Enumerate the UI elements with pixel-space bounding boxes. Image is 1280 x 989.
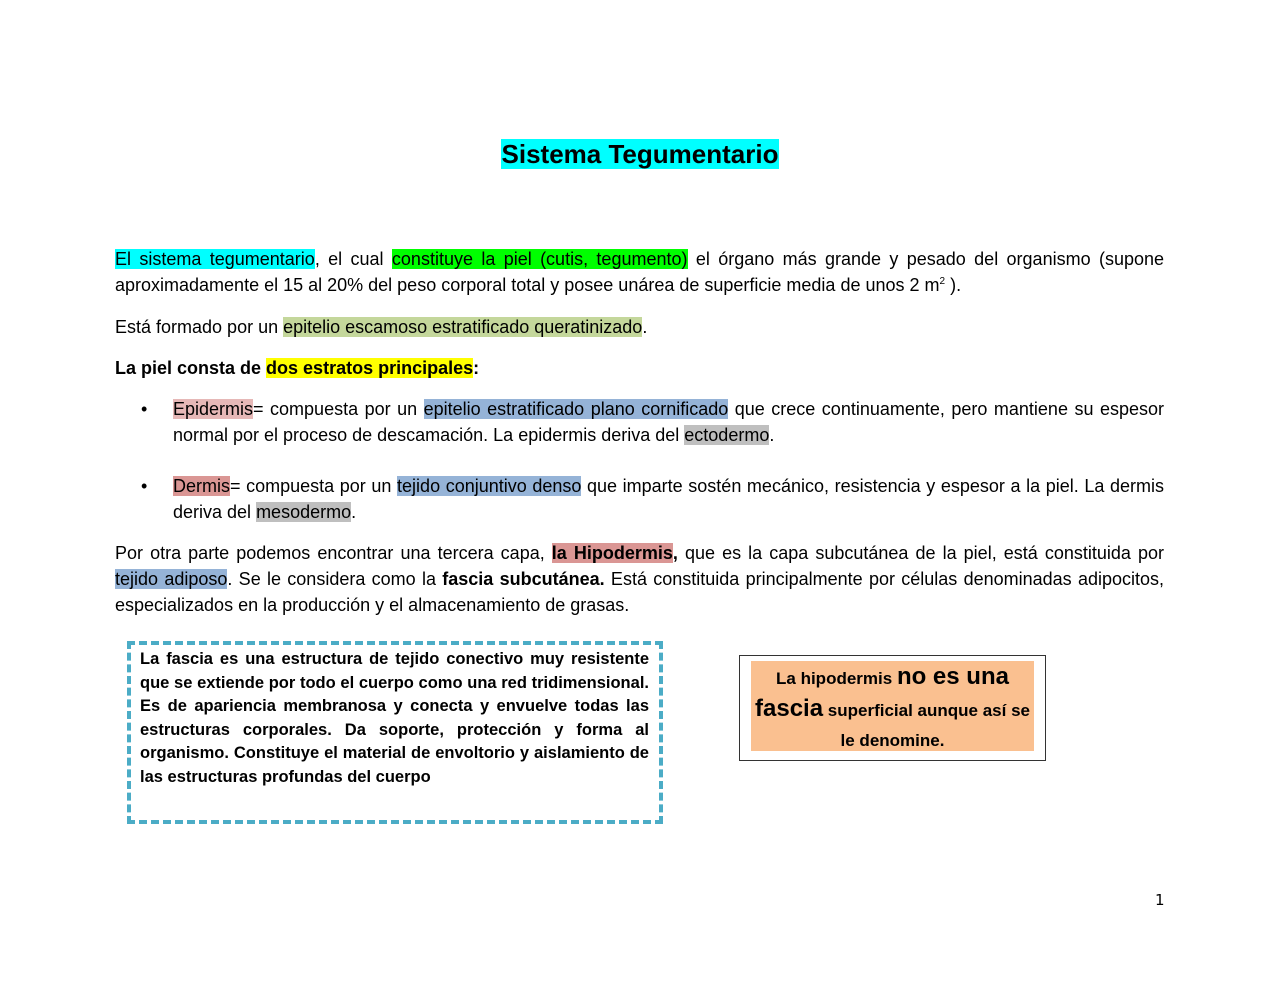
fascia-subcutanea-bold: fascia subcutánea. <box>442 569 605 589</box>
intro-text-2: el órgano más grande y pesado del organismo (supone aproximadamente el 15 al 20% del peso corporal total y posee unárea de superficie media de unos 2 m <box>115 249 1164 295</box>
bullet-dermis <box>173 473 1164 525</box>
highlight-dermis: Dermis <box>173 476 230 496</box>
intro-paragraph <box>115 246 1164 298</box>
formado-text-2: . <box>642 317 648 337</box>
epidermis-text-1: = compuesta por un <box>253 399 424 419</box>
formado-paragraph <box>115 314 1164 340</box>
highlight-epitelio-plano: epitelio estratificado plano cornificado <box>423 399 729 419</box>
page-number: 1 <box>1155 891 1165 909</box>
hipodermis-text-3: . Se le considera como la <box>227 569 443 589</box>
superscript-2: 2 <box>939 276 946 287</box>
dermis-text-2: que imparte sostén mecánico, resistencia y espesor a la piel. La dermis deriva del <box>173 476 1164 522</box>
page-title <box>0 137 1280 171</box>
dermis-text-1: = compuesta por un <box>230 476 398 496</box>
intro-text-1: , el cual <box>314 249 392 269</box>
highlight-tejido-conjuntivo: tejido conjuntivo denso <box>397 476 582 496</box>
highlight-tejido-adiposo: tejido adiposo <box>115 569 228 589</box>
epidermis-text-2: que crece continuamente, pero mantiene su espesor normal por el proceso de descamación. La epidermis deriva del <box>173 399 1164 445</box>
hipodermis-text-2: que es la capa subcutánea de la piel, está constituida por <box>677 543 1164 563</box>
hipodermis-text-4: Está constituida principalmente por células denominadas adipocitos, especializados en la producción y el almacenamiento de grasas. <box>115 569 1165 615</box>
page-title-text: Sistema Tegumentario <box>501 139 779 169</box>
bullet-epidermis <box>173 396 1164 448</box>
note-text-emphasis: no es una fascia <box>755 663 1009 722</box>
hipodermis-note-box <box>751 661 1034 751</box>
note-text-2: superficial aunque así se le denomine. <box>823 701 1030 750</box>
epidermis-text-3: . <box>769 425 775 445</box>
highlight-sistema-tegumentario: El sistema tegumentario <box>115 249 315 269</box>
bullet-marker: • <box>141 399 148 419</box>
hipodermis-text-1: Por otra parte podemos encontrar una tercera capa, <box>115 543 552 563</box>
highlight-epitelio-escamoso: epitelio escamoso estratificado queratinizado <box>283 317 643 337</box>
highlight-ectodermo: ectodermo <box>684 425 770 445</box>
hipodermis-comma: , <box>672 543 678 563</box>
highlight-epidermis: Epidermis <box>173 399 254 419</box>
intro-text-3: ). <box>945 275 962 295</box>
highlight-hipodermis: la Hipodermis <box>551 543 673 563</box>
consta-text-1: La piel consta de <box>115 358 267 378</box>
formado-text-1: Está formado por un <box>115 317 284 337</box>
dermis-text-3: . <box>351 502 357 522</box>
highlight-mesodermo: mesodermo <box>256 502 352 522</box>
hipodermis-paragraph <box>115 540 1164 618</box>
consta-text-2: : <box>473 358 480 378</box>
consta-paragraph <box>115 355 1164 381</box>
highlight-constituye-piel: constituye la piel (cutis, tegumento) <box>391 249 688 269</box>
highlight-dos-estratos: dos estratos principales <box>266 358 474 378</box>
bullet-marker: • <box>141 476 148 496</box>
note-text-1: La hipodermis <box>776 669 897 688</box>
fascia-definition-text: La fascia es una estructura de tejido conectivo muy resistente que se extiende por todo el cuerpo como una red tridimensional. Es de apariencia membranosa y conecta y envuelve todas las estructuras corporales. Da soporte, protección y forma al organismo. Constituye el material de envoltorio y aislamiento de las estructuras profundas del cuerpo <box>140 650 649 786</box>
